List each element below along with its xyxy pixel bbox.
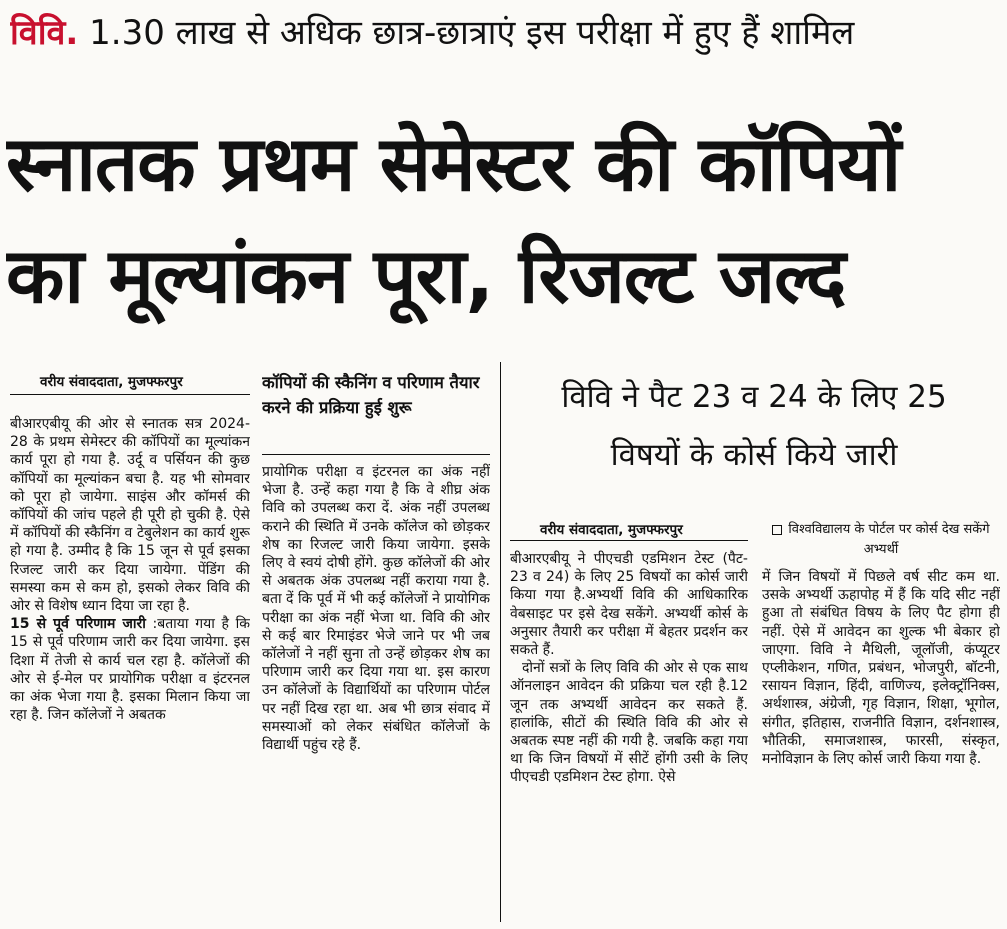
story1-col2-text: प्रायोगिक परीक्षा व इंटरनल का अंक नहीं भेजा है. उन्हें कहा गया है कि वे शीघ्र अंक विवि को उपलब्ध करा दें. अंक नहीं उपलब्ध कराने की स्थिति में उनके कॉलेज को छोड़कर शेष का रिजल्ट जारी किया जायेगा. इसके लिए वे स्वयं दोषी होंगे. कुछ कॉलेजों की ओर से अबतक अंक उपलब्ध नहीं कराया गया है. बता दें कि पूर्व में भी कई कॉलेजों ने प्रायोगिक परीक्षा का अंक नहीं भेजा था. विवि की ओर से कई बार रिमाइंडर भेजे जाने पर भी जब कॉलेजों ने नहीं सुना तो उन्हें छोड़कर शेष का परिणाम जारी कर दिया गया था. इस कारण उन कॉलेजों के विद्यार्थियों का परिणाम पोर्टल पर नहीं दिख रहा था. अब भी छात्र संवाद में समस्याओं को लेकर संबंधित कॉलेजों के विद्यार्थी पहुंच रहे हैं. bbox=[262, 464, 490, 754]
story2-headline bbox=[506, 368, 1002, 484]
story2-headline-line-1: विवि ने पैट 23 व 24 के लिए 25 bbox=[561, 379, 947, 415]
story2-byline-rule bbox=[510, 540, 748, 541]
story1-col1-lead: 15 से पूर्व परिणाम जारी bbox=[10, 616, 146, 633]
kicker-line bbox=[10, 8, 1000, 58]
story2-col3-para-2: दोनों सत्रों के लिए विवि की ओर से एक साथ ऑनलाइन आवेदन की प्रक्रिया चल रही है.12 जून तक अभ्यर्थी आवेदन कर सकते हैं. हालांकि, सीटों की स्थिति विवि की ओर से अबतक स्पष्ट नहीं की गयी है. जबकि कहा गया था कि जिन विषयों में सीटें होंगी उसी के लिए पीएचडी एडमिशन टेस्ट होगा. ऐसे bbox=[510, 660, 748, 786]
story1-subhead-rule bbox=[262, 454, 490, 455]
story2-byline: वरीय संवाददाता, मुजफ्फरपुर bbox=[540, 522, 683, 538]
story2-bullet bbox=[762, 520, 1000, 560]
story2-column-1 bbox=[510, 550, 748, 925]
story2-bullet-text: विश्वविद्यालय के पोर्टल पर कोर्स देख सकेंगे अभ्यर्थी bbox=[788, 522, 990, 557]
story1-byline-rule bbox=[10, 394, 250, 395]
kicker-text: 1.30 लाख से अधिक छात्र-छात्राएं इस परीक्षा में हुए हैं शामिल bbox=[89, 13, 855, 53]
story1-column-1 bbox=[10, 415, 250, 927]
story2-headline-line-2: विषयों के कोर्स किये जारी bbox=[610, 437, 898, 473]
column-divider bbox=[500, 362, 501, 922]
headline-line-2: का मूल्यांकन पूरा, रिजल्ट जल्द bbox=[6, 231, 846, 320]
kicker-brand: विवि. bbox=[10, 13, 79, 53]
story2-col3-para-1: बीआरएबीयू ने पीएचडी एडमिशन टेस्ट (पैट- 23 व 24) के लिए 25 विषयों का कोर्स जारी किया गया है.अभ्यर्थी विवि की आधिकारिक वेबसाइट पर इसे देख सकेंगे. अभ्यर्थी कोर्स के अनुसार तैयारी कर परीक्षा में बेहतर प्रदर्शन कर सकते हैं. bbox=[510, 551, 748, 659]
story1-col1-text: बीआरएबीयू की ओर से स्नातक सत्र 2024-28 के प्रथम सेमेस्टर की कॉपियों का मूल्यांकन कार्य पूरा हो गया है. उर्दू व पर्सियन की कुछ कॉपियों का मूल्यांकन बचा है. यह भी सोमवार को पूरा हो जायेगा. साइंस और कॉमर्स की कॉपियों की जांच पहले ही पूरी हो चुकी है. ऐसे में कॉपियों की स्कैनिंग व टेबुलेशन का कार्य शुरू हो गया है. उम्मीद है कि 15 जून से पूर्व इसका रिजल्ट जारी कर दिया जायेगा. पेंडिंग की समस्या कम से कम हो, इसको लेकर विवि की ओर से विशेष ध्यान दिया जा रहा है. bbox=[10, 416, 250, 615]
story2-col4-text: में जिन विषयों में पिछले वर्ष सीट कम था. उसके अभ्यर्थी ऊहापोह में हैं कि यदि सीट नहीं हुआ तो संबंधित विषय के लिए पैट होगा ही नहीं. ऐसे में आवेदन का शुल्क भी बेकार हो जाएगा. विवि ने मैथिली, जूलॉजी, कंप्यूटर एप्लीकेशन, गणित, प्रबंधन, भोजपुरी, बॉटनी, रसायन विज्ञान, हिंदी, वाणिज्य, इलेक्ट्रॉनिक्स, अर्थशास्त्र, अंग्रेजी, गृह विज्ञान, शिक्षा, भूगोल, संगीत, इतिहास, राजनीति विज्ञान, दर्शनशास्त्र, भौतिकी, समाजशास्त्र, फारसी, संस्कृत, मनोविज्ञान के लिए कोर्स जारी किया गया है. bbox=[762, 569, 1000, 768]
bullet-box-icon bbox=[772, 525, 782, 535]
story1-column-2 bbox=[262, 463, 490, 925]
headline-line-1: स्नातक प्रथम सेमेस्टर की कॉपियों bbox=[6, 119, 901, 208]
story1-byline: वरीय संवाददाता, मुजफ्फरपुर bbox=[40, 374, 183, 390]
story1-col1-text-2: :बताया गया है कि 15 से पूर्व परिणाम जारी कर दिया जायेगा. इस दिशा में तेजी से कार्य चल रहा है. कॉलेजों की ओर से ई-मेल पर प्रायोगिक परीक्षा व इंटरनल का अंक भेजा गया है. इसका मिलान किया जा रहा है. जिन कॉलेजों ने अबतक bbox=[10, 616, 250, 724]
story1-subhead: कॉपियों की स्कैनिंग व परिणाम तैयार करने की प्रक्रिया हुई शुरू bbox=[262, 373, 480, 417]
story2-column-2 bbox=[762, 568, 1000, 925]
